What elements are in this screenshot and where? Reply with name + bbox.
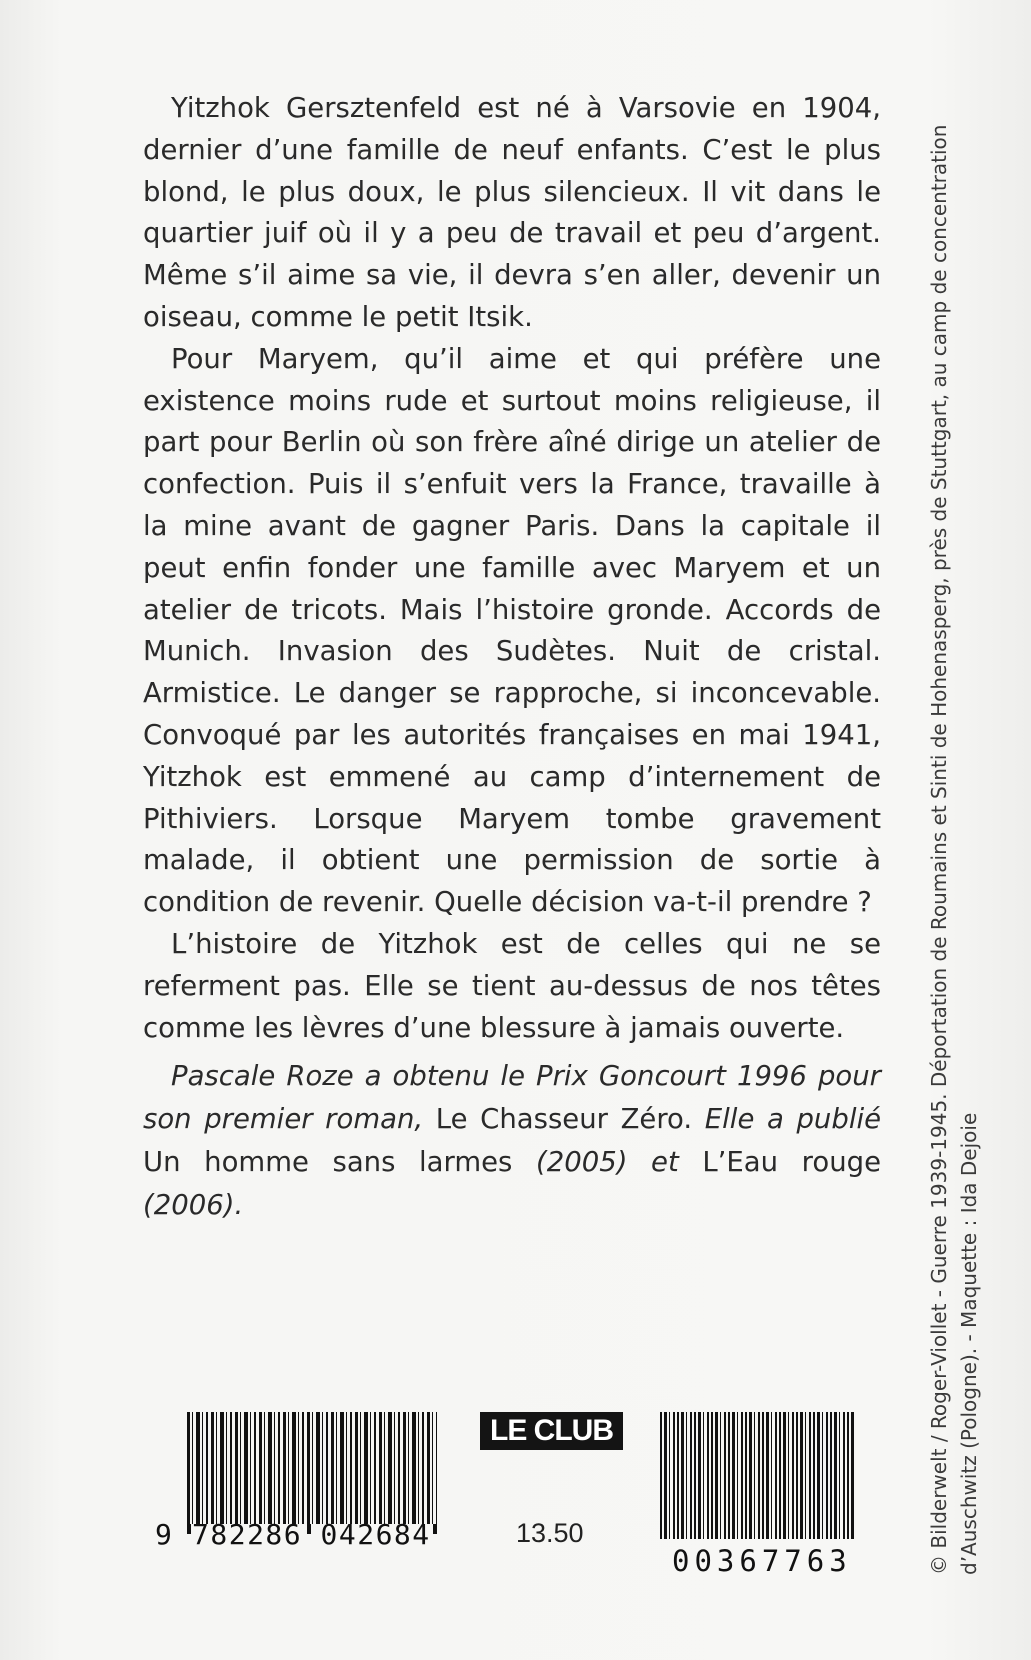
isbn-barcode: [187, 1412, 437, 1524]
bio-text-2: Elle a publié: [704, 1103, 882, 1135]
stock-barcode: [660, 1412, 856, 1539]
price: 13.50: [516, 1518, 584, 1548]
barcode-guard-right: [433, 1524, 437, 1534]
bio-text-3: (2005) et: [536, 1146, 679, 1178]
stock-code: 00367763: [672, 1544, 852, 1578]
back-cover-summary: [143, 88, 881, 1049]
barcode-guard-left: [187, 1524, 191, 1534]
credits-line-2: d’Auschwitz (Pologne). - Maquette : Ida Dejoie: [957, 1112, 981, 1575]
isbn-first-digit: 9: [155, 1518, 172, 1551]
summary-paragraph-1: Yitzhok Gersztenfeld est né à Varsovie en 1904, dernier d’une famille de neuf enfants. C’est le plus blond, le plus doux, le plus silencieux. Il vit dans le quartier juif où il y a peu de travail et peu d’argent. Même s’il aime sa vie, il devra s’en aller, devenir un oiseau, comme le petit Itsik.: [143, 92, 881, 333]
le-club-logo: LE CLUB: [480, 1412, 623, 1450]
isbn-digits: 782286 042684: [192, 1518, 431, 1551]
bio-text-4: (2006).: [143, 1189, 244, 1221]
author-bio: [143, 1055, 881, 1227]
credits-line-1: © Bilderwelt / Roger-Viollet - Guerre 1939-1945. Déportation de Roumains et Sinti de Hohenasperg, près de Stuttgart, au camp de concentration: [927, 124, 951, 1575]
bio-text-1: Pascale Roze a obtenu le Prix Goncourt 1996 pour son premier roman,: [143, 1060, 881, 1135]
summary-paragraph-3: L’histoire de Yitzhok est de celles qui ne se referment pas. Elle se tient au-dessus de nos têtes comme les lèvres d’une blessure à jamais ouverte.: [143, 927, 881, 1044]
bio-book-title-1: Le Chasseur Zéro.: [423, 1103, 705, 1135]
photo-credits: [924, 95, 984, 1575]
bio-book-title-3: L’Eau rouge: [678, 1146, 881, 1178]
summary-paragraph-2: Pour Maryem, qu’il aime et qui préfère une existence moins rude et surtout moins religieuse, il part pour Berlin où son frère aîné dirige un atelier de confection. Puis il s’enfuit vers la France, travaille à la mine avant de gagner Paris. Dans la capitale il peut enfin fonder une famille avec Maryem et un atelier de tricots. Mais l’histoire gronde. Accords de Munich. Invasion des Sudètes. Nuit de cristal. Armistice. Le danger se rapproche, si inconcevable. Convoqué par les autorités françaises en mai 1941, Yitzhok est emmené au camp d’internement de Pithiviers. Lorsque Maryem tombe gravement malade, il obtient une permission de sortie à condition de revenir. Quelle décision va-t-il prendre ?: [143, 342, 881, 919]
bio-book-title-2: Un homme sans larmes: [143, 1146, 536, 1178]
